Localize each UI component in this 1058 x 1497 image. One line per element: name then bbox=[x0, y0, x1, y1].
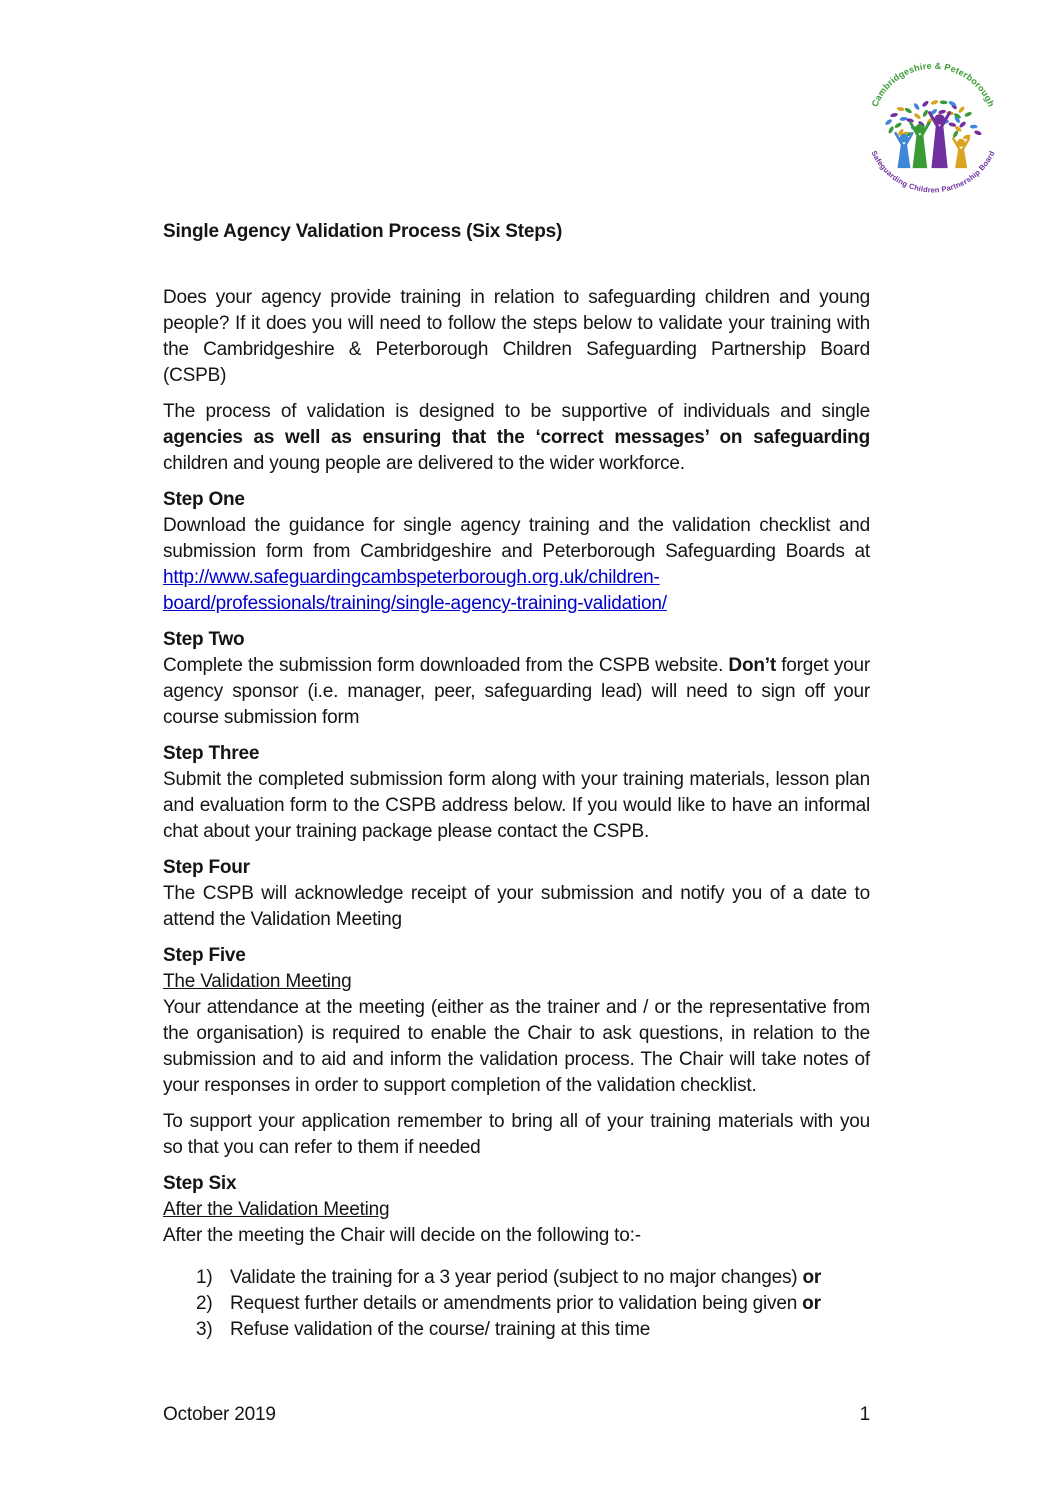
section-step-one bbox=[163, 487, 870, 617]
leaf-shape bbox=[888, 126, 895, 135]
step-one-body: Download the guidance for single agency training and the validation checklist and submission form from Cambridgeshire and Peterborough Safeguarding Boards at http://www.safeguardingcambspeterborough.org.uk/children- board/professionals/training/single-agency-training-validation/ bbox=[163, 515, 870, 614]
leaf-shape bbox=[904, 107, 913, 114]
leaf-shape bbox=[894, 122, 903, 129]
leaf-shape bbox=[940, 100, 948, 104]
decision-options-list bbox=[163, 1265, 870, 1343]
leaf-shape bbox=[899, 116, 907, 121]
leaf-shape bbox=[958, 106, 966, 114]
leaf-shape bbox=[890, 112, 898, 117]
step-five-heading: Step Five bbox=[163, 945, 246, 966]
emphasized-text: agencies as well as ensuring that the ‘correct messages’ on safeguarding bbox=[163, 427, 870, 448]
list-item-text: Validate the training for a 3 year period (subject to no major changes) or bbox=[230, 1267, 822, 1288]
leaf-shape bbox=[970, 125, 978, 129]
page-footer bbox=[163, 1402, 870, 1428]
list-item bbox=[163, 1317, 870, 1343]
section-step-five bbox=[163, 943, 870, 1099]
step-four-body: The CSPB will acknowledge receipt of your submission and notify you of a date to attend the Validation Meeting bbox=[163, 883, 870, 930]
leaf-shape bbox=[921, 100, 929, 108]
footer-date: October 2019 bbox=[163, 1404, 276, 1425]
list-item-number: 3) bbox=[196, 1319, 213, 1340]
emphasized-text: Don’t bbox=[728, 655, 776, 676]
step-two-heading: Step Two bbox=[163, 629, 245, 650]
organisation-logo bbox=[858, 50, 1008, 200]
leaf-shape bbox=[913, 102, 920, 110]
list-item-number: 1) bbox=[196, 1267, 213, 1288]
leaf-shape bbox=[952, 130, 959, 139]
leaf-shape bbox=[884, 118, 892, 126]
list-item-number: 2) bbox=[196, 1293, 213, 1314]
step-two-body: Complete the submission form downloaded from the CSPB website. Don’t forget your agency sponsor (i.e. manager, peer, safeguarding lead) will need to sign off your course submission form bbox=[163, 655, 870, 728]
emphasized-text: or bbox=[802, 1267, 822, 1288]
validation-guidance-link-continued[interactable]: board/professionals/training/single-agency-training-validation/ bbox=[163, 593, 667, 614]
figure-shape bbox=[930, 113, 950, 169]
logo-arc-bottom-text: Safeguarding Children Partnership Board bbox=[869, 149, 997, 195]
step-five-body: Your attendance at the meeting (either as the trainer and / or the representative from the organisation) is required to enable the Chair to ask questions, in relation to the submission and to aid and inform the validation process. The Chair will take notes of your responses in order to support completion of the validation checklist. bbox=[163, 997, 870, 1096]
logo-arc-top-text: Cambridgeshire & Peterborough bbox=[869, 60, 997, 109]
leaf-shape bbox=[930, 99, 938, 105]
leaf-shape bbox=[938, 109, 946, 114]
leaf-shape bbox=[913, 112, 921, 120]
leaf-shape bbox=[964, 111, 973, 118]
list-item-text: Request further details or amendments prior to validation being given or bbox=[230, 1293, 821, 1314]
step-six-body: After the meeting the Chair will decide on the following to:- bbox=[163, 1225, 641, 1246]
step-six-subheading: After the Validation Meeting bbox=[163, 1199, 390, 1220]
leaf-shape bbox=[974, 130, 983, 136]
document-content bbox=[163, 0, 870, 1343]
step-four-heading: Step Four bbox=[163, 857, 250, 878]
step-three-heading: Step Three bbox=[163, 743, 260, 764]
list-item bbox=[163, 1265, 870, 1291]
section-step-two bbox=[163, 627, 870, 731]
step-five-subheading: The Validation Meeting bbox=[163, 971, 352, 992]
validation-guidance-link[interactable]: http://www.safeguardingcambspeterborough.org.uk/children- bbox=[163, 567, 660, 588]
support-note-paragraph: To support your application remember to bring all of your training materials with you so that you can refer to them if needed bbox=[163, 1111, 870, 1158]
figure-shape bbox=[896, 133, 913, 168]
step-one-heading: Step One bbox=[163, 489, 245, 510]
footer-page-number: 1 bbox=[859, 1404, 870, 1425]
figure-shape bbox=[953, 138, 969, 168]
list-item bbox=[163, 1291, 870, 1317]
page-title: Single Agency Validation Process (Six Steps) bbox=[163, 221, 563, 242]
section-step-four bbox=[163, 855, 870, 933]
intro-paragraph-2: The process of validation is designed to be supportive of individuals and single agencies as well as ensuring that the ‘correct messages’ on safeguarding children and young people are delivered to the wider workforce. bbox=[163, 401, 870, 474]
step-six-heading: Step Six bbox=[163, 1173, 237, 1194]
list-item-text: Refuse validation of the course/ training at this time bbox=[230, 1319, 651, 1340]
intro-paragraph-1: Does your agency provide training in relation to safeguarding children and young people? If it does you will need to follow the steps below to validate your training with the Cambridgeshire & Peterborough Children Safeguarding Partnership Board (CSPB) bbox=[163, 287, 870, 386]
logo-svg bbox=[858, 50, 1008, 200]
figure-shape bbox=[911, 123, 929, 168]
section-step-three bbox=[163, 741, 870, 845]
emphasized-text: or bbox=[802, 1293, 821, 1314]
leaf-shape bbox=[897, 107, 905, 112]
leaf-shape bbox=[922, 109, 929, 118]
section-step-six bbox=[163, 1171, 870, 1343]
step-three-body: Submit the completed submission form along with your training materials, lesson plan and evaluation form to the CSPB address below. If you would like to have an informal chat about your training package please contact the CSPB. bbox=[163, 769, 870, 842]
